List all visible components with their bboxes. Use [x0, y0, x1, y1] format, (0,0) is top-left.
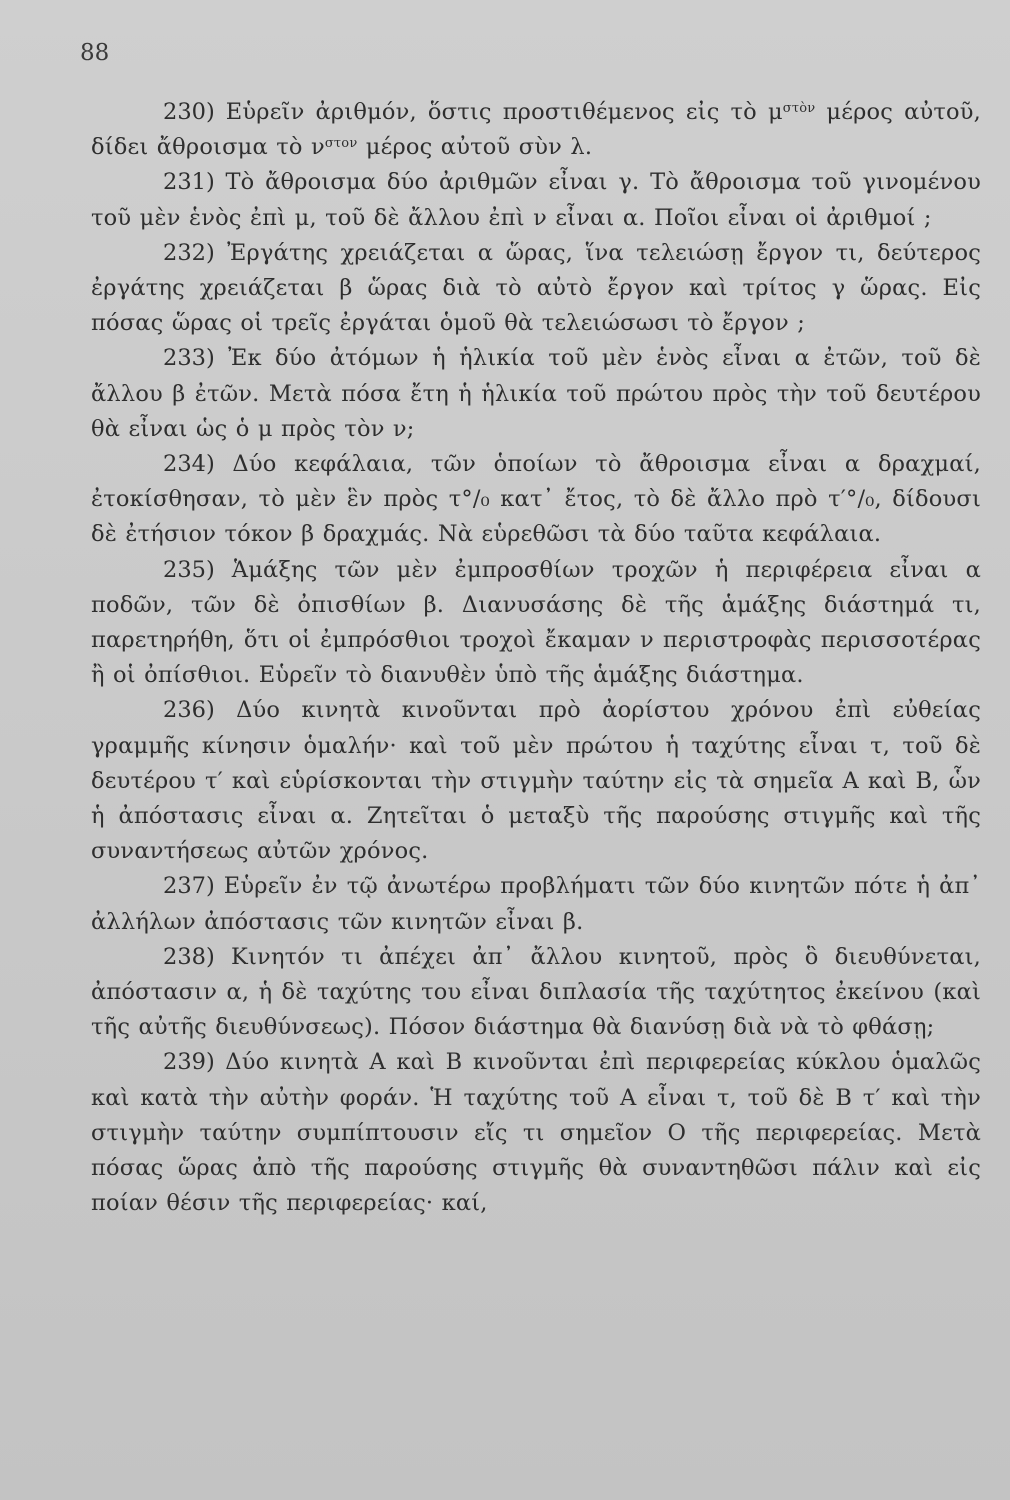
problem-233 [91, 341, 981, 447]
problem-number: 232) [163, 239, 215, 266]
problem-235 [91, 553, 981, 694]
problem-number: 239) [163, 1049, 215, 1076]
problem-237 [91, 869, 981, 939]
problem-number: 231) [163, 169, 215, 196]
ordinal-superscript: στὸν [782, 101, 816, 116]
problem-230: 230) Εὑρεῖν ἀριθμόν, ὅστις προστιθέμενος εἰς τὸ $\mu^{\sigma\tau ὸ\nu}$ μέρος αὐτοῦ, δίδει ἄθροισμα τὸ $\nu^{\sigma\tau o\nu}$ μέρος αὐτοῦ σὺν λ. [91, 99, 981, 161]
problem-number: 236) [163, 697, 215, 724]
problems-text [91, 95, 981, 1222]
problem-text: Ἁμάξης τῶν μὲν ἐμπροσθίων τροχῶν ἡ περιφέρεια εἶναι α ποδῶν, τῶν δὲ ὀπισθίων β. Διανυσάσης δὲ τῆς ἁμάξης διάστημά τι, παρετηρήθη, ὅτι οἱ ἐμπρόσθιοι τροχοὶ ἔκαμαν ν περιστροφὰς περισσοτέρας ἢ οἱ ὀπίσθιοι. Εὑρεῖν τὸ διανυθὲν ὑπὸ τῆς ἁμάξης διάστημα. [91, 556, 981, 689]
problem-text: Τὸ ἄθροισμα δύο ἀριθμῶν εἶναι γ. Τὸ ἄθροισμα τοῦ γινομένου τοῦ μὲν ἑνὸς ἐπὶ μ, τοῦ δὲ ἄλλου ἐπὶ ν εἶναι α. Ποῖοι εἶναι οἱ ἀριθμοί ; [91, 169, 981, 231]
ordinal-superscript: στον [324, 136, 358, 152]
problem-number: 238) [163, 943, 215, 970]
problem-231 [91, 165, 981, 235]
problem-234 [91, 447, 981, 553]
problem-number: 235) [163, 556, 215, 583]
problem-232 [91, 236, 981, 342]
problem-236 [91, 693, 981, 869]
problem-text: Ἐργάτης χρειάζεται α ὥρας, ἵνα τελειώσῃ ἔργον τι, δεύτερος ἐργάτης χρειάζεται β ὥρας διὰ τὸ αὐτὸ ἔργον καὶ τρίτος γ ὥρας. Εἰς πόσας ὥρας οἱ τρεῖς ἐργάται ὁμοῦ θὰ τελειώσωσι τὸ ἔργον ; [91, 239, 981, 337]
problem-number: 237) [163, 873, 215, 900]
problem-text: Κινητόν τι ἀπέχει ἀπ᾽ ἄλλου κινητοῦ, πρὸς ὃ διευθύνεται, ἀπόστασιν α, ἡ δὲ ταχύτης του εἶναι διπλασία τῆς ταχύτητος ἐκείνου (καὶ τῆς αὐτῆς διευθύνσεως). Πόσον διάστημα θὰ διανύσῃ διὰ νὰ τὸ φθάσῃ; [91, 943, 981, 1041]
problem-number: 230) [163, 99, 215, 125]
problem-number: 234) [163, 451, 215, 478]
problem-text: Εὑρεῖν ἐν τῷ ἀνωτέρω προβλήματι τῶν δύο κινητῶν πότε ἡ ἀπ᾽ ἀλλήλων ἀπόστασις τῶν κινητῶν εἶναι β. [91, 873, 981, 935]
problem-text: Δύο κεφάλαια, τῶν ὁποίων τὸ ἄθροισμα εἶναι α δραχμαί, ἐτοκίσθησαν, τὸ μὲν ἓν πρὸς τ°/₀ κατ᾽ ἔτος, τὸ δὲ ἄλλο πρὸ τ′°/₀, δίδουσι δὲ ἐτήσιον τόκον β δραχμάς. Νὰ εὑρεθῶσι τὰ δύο ταῦτα κεφάλαια. [91, 451, 981, 548]
problem-239 [91, 1045, 981, 1221]
page-number: 88 [80, 40, 110, 66]
problem-text: Ἐκ δύο ἀτόμων ἡ ἡλικία τοῦ μὲν ἑνὸς εἶναι α ἐτῶν, τοῦ δὲ ἄλλου β ἐτῶν. Μετὰ πόσα ἔτη ἡ ἡλικία τοῦ πρώτου πρὸς τὴν τοῦ δευτέρου θὰ εἶναι ὡς ὁ μ πρὸς τὸν ν; [91, 345, 981, 442]
problem-number: 233) [163, 345, 215, 372]
problem-text: Δύο κινητὰ Α καὶ Β κινοῦνται ἐπὶ περιφερείας κύκλου ὁμαλῶς καὶ κατὰ τὴν αὐτὴν φοράν. Ἡ ταχύτης τοῦ Α εἶναι τ, τοῦ δὲ Β τ′ καὶ τὴν στιγμὴν ταύτην συμπίπτουσιν εἴς τι σημεῖον Ο τῆς περιφερείας. Μετὰ πόσας ὥρας ἀπὸ τῆς παρούσης στιγμῆς θὰ συναντηθῶσι πάλιν καὶ εἰς ποίαν θέσιν τῆς περιφερείας· καί, [91, 1049, 981, 1217]
problem-text: Δύο κινητὰ κινοῦνται πρὸ ἀορίστου χρόνου ἐπὶ εὐθείας γραμμῆς κίνησιν ὁμαλήν· καὶ τοῦ μὲν πρώτου ἡ ταχύτης εἶναι τ, τοῦ δὲ δευτέρου τ′ καὶ εὑρίσκονται τὴν στιγμὴν ταύτην εἰς τὰ σημεῖα Α καὶ Β, ὧν ἡ ἀπόστασις εἶναι α. Ζητεῖται ὁ μεταξὺ τῆς παρούσης στιγμῆς καὶ τῆς συναντήσεως αὐτῶν χρόνος. [91, 697, 981, 865]
problem-238 [91, 940, 981, 1046]
